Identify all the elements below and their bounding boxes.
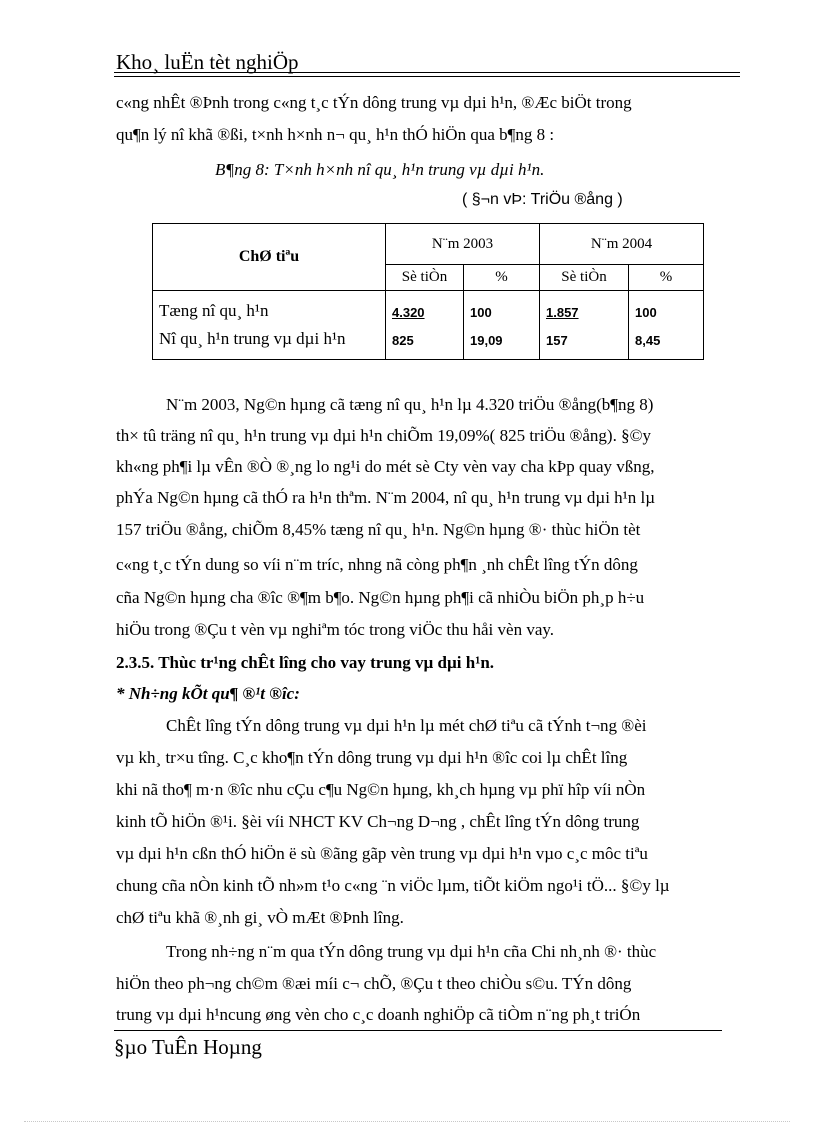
paragraph-line: c«ng t¸c tÝn dung so víi n¨m tríc, nhng nã còng ph¶n ¸nh chÊt lîng tÝn dông (116, 555, 638, 574)
paragraph-line: N¨m 2003, Ng©n hµng cã tæng nî qu¸ h¹n lµ 4.320 triÖu ®ång(b¶ng 8) (166, 395, 654, 414)
paragraph-line: kh«ng ph¶i lµ vÊn ®Ò ®¸ng lo ng¹i do mét sè Cty vèn vay cha kÞp quay vßng, (116, 457, 655, 476)
paragraph-line: chØ tiªu khã ®¸nh gi¸ vÒ mÆt ®Þnh lîng. (116, 908, 404, 927)
cell-value: 19,09 (470, 333, 503, 348)
amount-2004-cell (540, 291, 629, 360)
paragraph-line: trung vµ dµi h¹ncung øng vèn cho c¸c doanh nghiÖp cã tiÒm n¨ng ph¸t triÓn (116, 1005, 641, 1024)
overdue-debt-table (152, 223, 704, 360)
paragraph-line: Trong nh÷ng n¨m qua tÝn dông trung vµ dµi h¹n cña Chi nh¸nh ®· thùc (166, 942, 657, 961)
sub-header-percent: % (464, 265, 540, 291)
cell-value: 825 (392, 333, 414, 348)
paragraph-line: chung cña nÒn kinh tÕ nh»m t¹o c«ng ¨n viÖc lµm, tiÕt kiÖm ngo¹i tÖ... §©y lµ (116, 876, 670, 895)
paragraph-line: 157 triÖu ®ång, chiÕm 8,45% tæng nî qu¸ h¹n. Ng©n hµng ®· thùc hiÖn tèt (116, 520, 641, 539)
cell-value: 8,45 (635, 333, 661, 348)
cell-value: 4.320 (392, 305, 425, 320)
col-header-year: N¨m 2004 (540, 224, 704, 265)
percent-2003-cell (464, 291, 540, 360)
paragraph-line: hiÖu trong ®Çu t vèn vµ nghiªm tóc trong viÖc thu håi vèn vay. (116, 620, 555, 639)
sub-header-amount: Sè tiÒn (386, 265, 464, 291)
intro-line: c«ng nhÊt ®Þnh trong c«ng t¸c tÝn dông trung vµ dµi h¹n, ®Æc biÖt trong (116, 93, 632, 112)
header-rule (114, 72, 740, 73)
paragraph-line: vµ kh¸ tr×u tîng. C¸c kho¶n tÝn dông trung vµ dµi h¹n ®îc coi lµ chÊt lîng (116, 748, 628, 767)
col-header-indicator: ChØ tiªu (153, 224, 386, 291)
unit-note: ( §¬n vÞ: TriÖu ®ång ) (462, 191, 623, 208)
paragraph-line: th× tû träng nî qu¸ h¹n trung vµ dµi h¹n chiÕm 19,09%( 825 triÖu ®ång). §©y (116, 426, 652, 445)
paragraph-line: ChÊt lîng tÝn dông trung vµ dµi h¹n lµ mét chØ tiªu cã tÝnh t¬ng ®èi (166, 716, 647, 735)
cell-value: 100 (470, 305, 492, 320)
header-title: Kho¸ luËn tèt nghiÖp (116, 50, 299, 74)
paragraph-line: phÝa Ng©n hµng cã thÓ ra h¹n thªm. N¨m 2004, nî qu¸ h¹n trung vµ dµi h¹n lµ (116, 488, 656, 507)
footer-author: §µo TuÊn Hoµng (114, 1035, 262, 1059)
row-label: Nî qu¸ h¹n trung vµ dµi h¹n (159, 329, 346, 348)
sub-header-percent: % (629, 265, 704, 291)
percent-2004-cell (629, 291, 704, 360)
footer-rule (114, 1030, 722, 1031)
section-heading: 2.3.5. Thùc tr¹ng chÊt lîng cho vay trung vµ dµi h¹n. (116, 653, 495, 672)
paragraph-line: cña Ng©n hµng cha ®îc ®¶m b¶o. Ng©n hµng ph¶i cã nhiÒu biÖn ph¸p h÷u (116, 588, 645, 607)
intro-line: qu¶n lý nî khã ®ßi, t×nh h×nh n¬ qu¸ h¹n thÓ hiÖn qua b¶ng 8 : (116, 125, 555, 144)
paragraph-line: khi nã tho¶ m·n ®îc nhu cÇu c¶u Ng©n hµng, kh¸ch hµng vµ phï hîp víi nÒn (116, 780, 646, 799)
header-rule-thin (114, 76, 740, 77)
paragraph-line: vµ dµi h¹n cßn thÓ hiÖn ë sù ®ãng gãp vèn trung vµ dµi h¹n vµo c¸c môc tiªu (116, 844, 648, 863)
table-caption: B¶ng 8: T×nh h×nh nî qu¸ h¹n trung vµ dµi h¹n. (215, 160, 545, 179)
cell-value: 1.857 (546, 305, 579, 320)
page-edge (24, 1121, 790, 1122)
row-label: Tæng nî qu¸ h¹n (159, 301, 269, 320)
amount-2003-cell (386, 291, 464, 360)
cell-value: 157 (546, 333, 568, 348)
sub-heading: * Nh÷ng kÕt qu¶ ®¹t ®îc: (116, 684, 300, 703)
cell-value: 100 (635, 305, 657, 320)
col-header-year: N¨m 2003 (386, 224, 540, 265)
sub-header-amount: Sè tiÒn (540, 265, 629, 291)
paragraph-line: hiÖn theo ph¬ng ch©m ®æi míi c¬ chÕ, ®Çu t theo chiÒu s©u. TÝn dông (116, 974, 632, 993)
paragraph-line: kinh tÕ hiÖn ®¹i. §èi víi NHCT KV Ch¬ng D¬ng , chÊt lîng tÝn dông trung (116, 812, 640, 831)
row-labels-cell (153, 291, 386, 360)
